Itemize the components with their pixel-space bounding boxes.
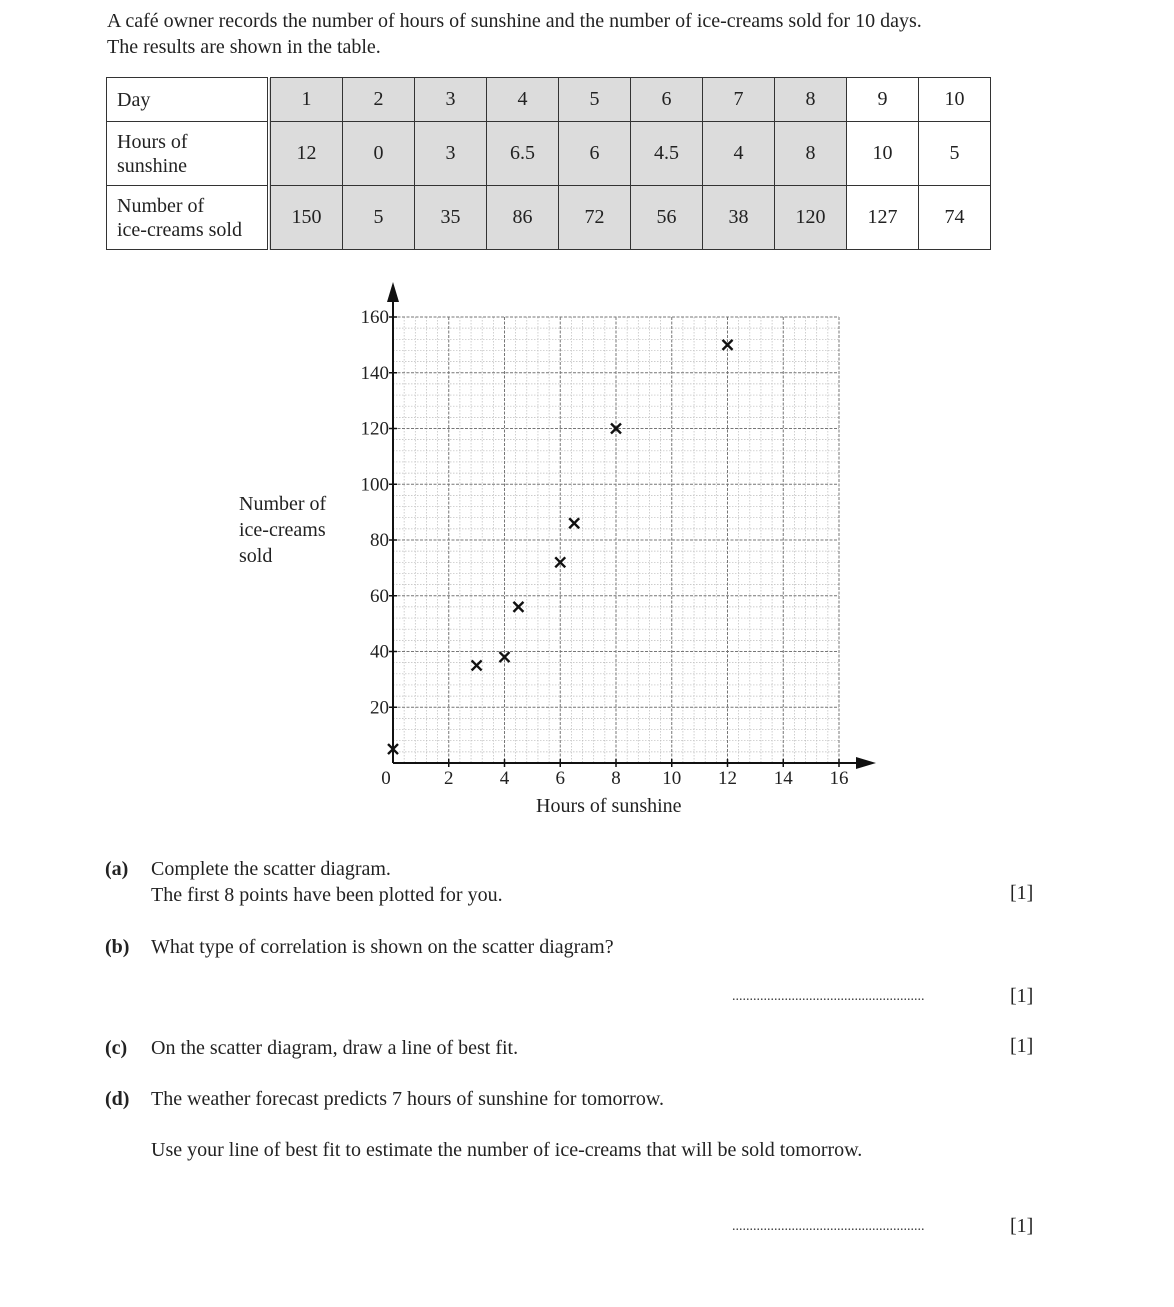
data-point-cross-icon [472,660,482,670]
icecreams-cell: 150 [269,186,343,250]
y-tick-label: 140 [360,362,389,384]
question-a-line-1: Complete the scatter diagram. [151,858,391,880]
answer-line-b[interactable]: ....................................................... [732,989,925,1004]
data-point-cross-icon [513,602,523,612]
hours-cell: 6 [559,122,631,186]
marks-d: [1] [1010,1215,1034,1237]
y-tick-label: 20 [370,697,389,719]
icecreams-cell: 74 [919,186,991,250]
question-d [105,1086,129,1112]
hours-cell: 5 [919,122,991,186]
question-a-text [151,856,503,908]
day-cell: 4 [487,78,559,122]
day-cell: 6 [631,78,703,122]
y-axis-arrow-icon [387,282,399,302]
x-tick-label: 14 [773,768,793,789]
answer-line-d[interactable]: ....................................................... [732,1219,925,1234]
hours-cell: 10 [847,122,919,186]
intro-line-2: The results are shown in the table. [107,36,381,58]
y-tick-label: 120 [360,418,389,440]
x-tick-label: 6 [555,768,565,789]
x-tick-label: 12 [718,768,737,789]
question-b [105,934,129,960]
y-tick-label: 80 [370,530,389,551]
day-cell: 5 [559,78,631,122]
icecreams-cell: 35 [415,186,487,250]
y-tick-label: 60 [370,585,389,607]
question-a-line-2: The first 8 points have been plotted for you. [151,884,503,906]
day-cell: 7 [703,78,775,122]
icecreams-cell: 86 [487,186,559,250]
row-label-day: Day [107,78,270,122]
hours-cell: 4 [703,122,775,186]
question-c-text: On the scatter diagram, draw a line of best fit. [151,1037,519,1059]
hours-cell: 8 [775,122,847,186]
day-cell: 9 [847,78,919,122]
icecreams-cell: 38 [703,186,775,250]
day-cell: 2 [343,78,415,122]
icecreams-cell: 56 [631,186,703,250]
marks-b: [1] [1010,985,1034,1007]
question-b-text: What type of correlation is shown on the scatter diagram? [151,936,614,958]
icecreams-cell: 120 [775,186,847,250]
question-d-line-1: The weather forecast predicts 7 hours of sunshine for tomorrow. [151,1088,664,1110]
intro-line-1: A café owner records the number of hours of sunshine and the number of ice-creams sold for 10 days. [107,10,922,32]
day-cell: 3 [415,78,487,122]
hours-cell: 0 [343,122,415,186]
hours-cell: 12 [269,122,343,186]
question-c [105,1035,127,1061]
question-a [105,856,128,882]
y-tick-labels [361,307,398,718]
day-cell: 8 [775,78,847,122]
question-d-line-2: Use your line of best fit to estimate the number of ice-creams that will be sold tomorrow. [151,1139,863,1161]
y-tick-label: 40 [370,641,389,663]
data-point-cross-icon [569,518,579,528]
question-label: (b) [105,936,130,958]
y-axis-label-line: sold [239,545,273,567]
icecreams-cell: 5 [343,186,415,250]
x-axis-arrow-icon [856,757,876,769]
question-label: (a) [105,858,129,880]
hours-cell: 4.5 [631,122,703,186]
y-axis-label-line: ice-creams [239,519,326,541]
x-tick-label: 2 [444,768,454,789]
row-label-icecreams: Number of ice-creams sold [107,186,270,250]
icecreams-cell: 72 [559,186,631,250]
day-cell: 10 [919,78,991,122]
x-tick-label: 4 [499,768,510,789]
hours-cell: 6.5 [487,122,559,186]
y-tick-label: 100 [360,474,389,496]
x-tick-label: 10 [662,768,682,789]
marks-a: [1] [1010,882,1034,904]
question-label: (c) [105,1037,128,1059]
x-tick-label: 0 [381,768,391,789]
x-tick-label: 8 [611,768,621,789]
x-tick-label: 16 [829,768,849,789]
marks-c: [1] [1010,1035,1034,1057]
hours-cell: 3 [415,122,487,186]
x-axis-label: Hours of sunshine [536,795,682,817]
y-axis-label [239,491,326,569]
question-label: (d) [105,1088,130,1110]
icecreams-cell: 127 [847,186,919,250]
day-cell: 1 [269,78,343,122]
row-label-hours: Hours of sunshine [107,122,270,186]
y-axis-label-line: Number of [239,493,327,515]
y-tick-label: 160 [360,307,389,328]
